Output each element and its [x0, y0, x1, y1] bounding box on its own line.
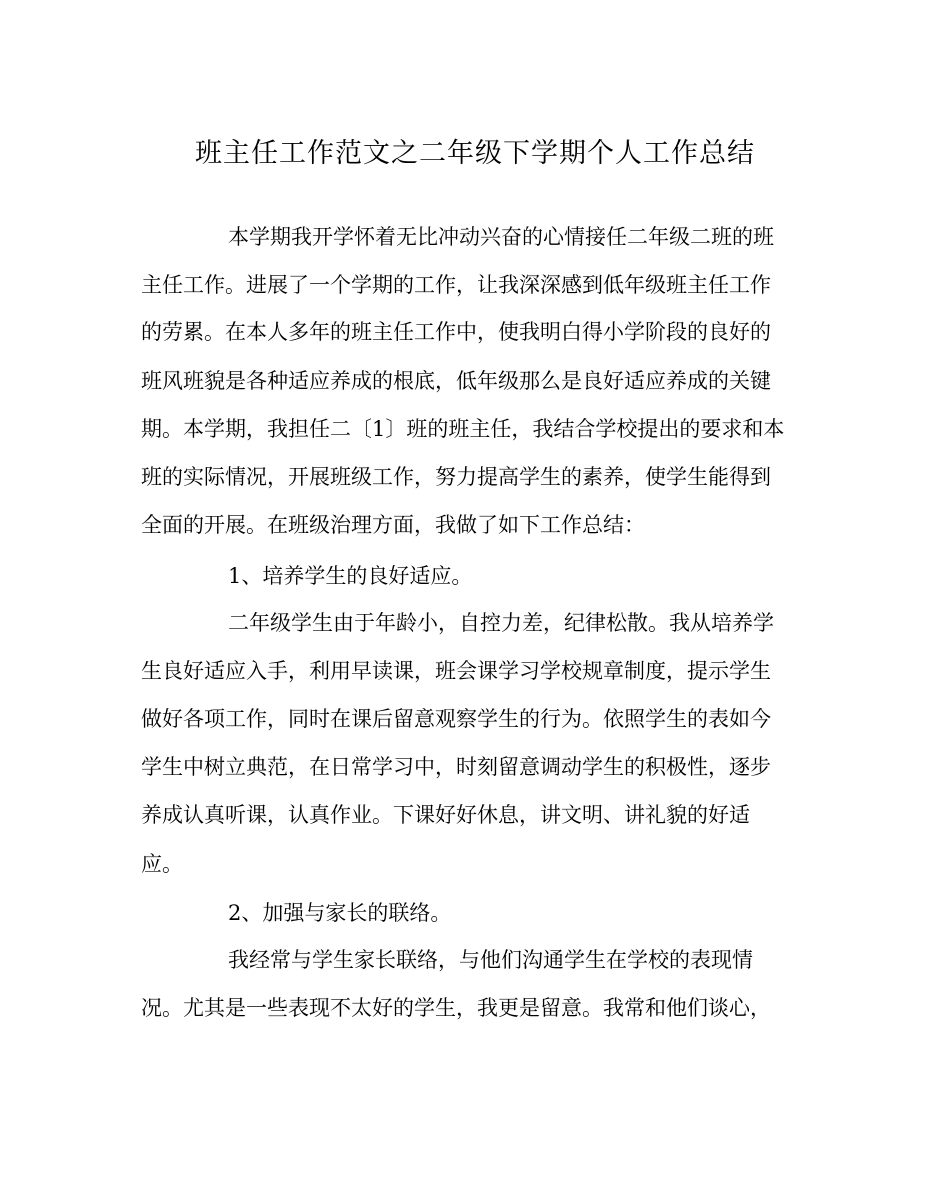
section-heading: 2、加强与家长的联络。: [228, 901, 452, 925]
paragraph-line: 本学期我开学怀着无比冲动兴奋的心情接任二年级二班的班: [228, 225, 774, 249]
paragraph-line: 养成认真听课，认真作业。下课好好休息，讲文明、讲礼貌的好适: [141, 803, 750, 827]
paragraph-line: 的劳累。在本人多年的班主任工作中，使我明白得小学阶段的良好的: [141, 320, 771, 344]
paragraph-line: 况。尤其是一些表现不太好的学生，我更是留意。我常和他们谈心，: [141, 996, 771, 1020]
paragraph-line: 班的实际情况，开展班级工作，努力提高学生的素养，使学生能得到: [141, 465, 771, 489]
paragraph-line: 期。本学期，我担任二〔1〕班的班主任，我结合学校提出的要求和本: [141, 417, 785, 441]
section-heading: 1、培养学生的良好适应。: [228, 564, 473, 588]
paragraph-line: 做好各项工作，同时在课后留意观察学生的行为。依照学生的表如今: [141, 707, 771, 731]
paragraph-line: 主任工作。进展了一个学期的工作，让我深深感到低年级班主任工作: [141, 273, 771, 297]
document-title: 班主任工作范文之二年级下学期个人工作总结: [195, 138, 755, 169]
paragraph-line: 应。: [141, 852, 183, 876]
paragraph-line: 班风班貌是各种适应养成的根底，低年级那么是良好适应养成的关键: [141, 369, 771, 393]
paragraph-line: 学生中树立典范，在日常学习中，时刻留意调动学生的积极性，逐步: [141, 755, 771, 779]
paragraph-line: 二年级学生由于年龄小，自控力差，纪律松散。我从培养学: [228, 611, 774, 635]
paragraph-line: 生良好适应入手，利用早读课，班会课学习学校规章制度，提示学生: [141, 659, 771, 683]
paragraph-line: 全面的开展。在班级治理方面，我做了如下工作总结：: [141, 513, 645, 537]
paragraph-line: 我经常与学生家长联络，与他们沟通学生在学校的表现情: [228, 948, 753, 972]
